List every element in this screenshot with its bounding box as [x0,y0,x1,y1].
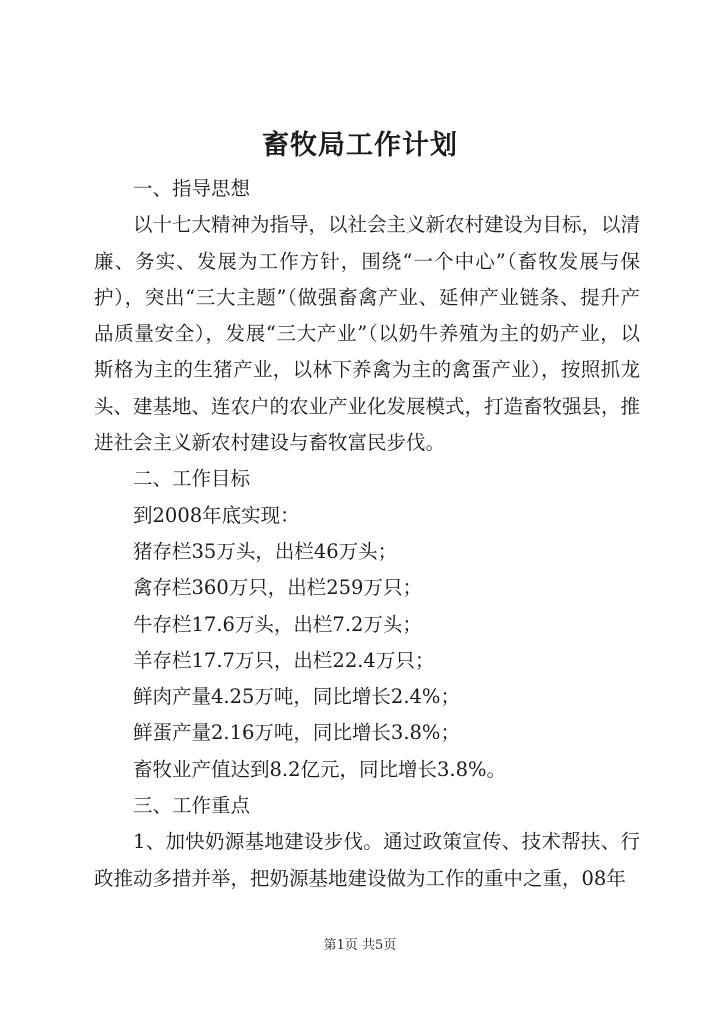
goal-intro: 到2008年底实现： [133,503,300,527]
goal-item-output-value: 畜牧业产值达到8.2亿元，同比增长3.8%。 [133,757,507,781]
paragraph-milk-source-base: 1、加快奶源基地建设步伐。通过政策宣传、技术帮扶、行政推动多措并举，把奶源基地建设做为工作的重中之重，08年 [94,830,640,890]
goal-item-meat: 鲜肉产量4.25万吨，同比增长2.4%； [133,685,460,709]
document-title: 畜牧局工作计划 [262,130,458,161]
goal-item-pigs: 猪存栏35万头，出栏46万头； [133,539,398,563]
goal-item-cattle: 牛存栏17.6万头，出栏7.2万头； [133,612,422,636]
document-body [94,171,640,897]
goal-item-sheep: 羊存栏17.7万只，出栏22.4万只； [133,648,435,672]
page-number-footer: 第1页 共5页 [323,938,397,953]
paragraph-guiding-ideology: 以十七大精神为指导，以社会主义新农村建设为目标，以清廉、务实、发展为工作方针，围绕“一个中心”（畜牧发展与保护），突出“三大主题”（做强畜禽产业、延伸产业链条、提升产品质量安全），发展“三大产业”（以奶牛养殖为主的奶产业，以斯格为主的生猪产业，以林下养禽为主的禽蛋产业），按照抓龙头、建基地、连农户的农业产业化发展模式，打造畜牧强县，推进社会主义新农村建设与畜牧富民步伐。 [94,213,641,455]
section-heading-work-goals: 二、工作目标 [133,467,251,491]
section-heading-guiding-ideology: 一、指导思想 [133,177,251,200]
section-heading-work-focus: 三、工作重点 [133,794,251,818]
goal-item-eggs: 鲜蛋产量2.16万吨，同比增长3.8%； [133,721,460,745]
goal-item-poultry: 禽存栏360万只，出栏259万只； [133,576,422,600]
